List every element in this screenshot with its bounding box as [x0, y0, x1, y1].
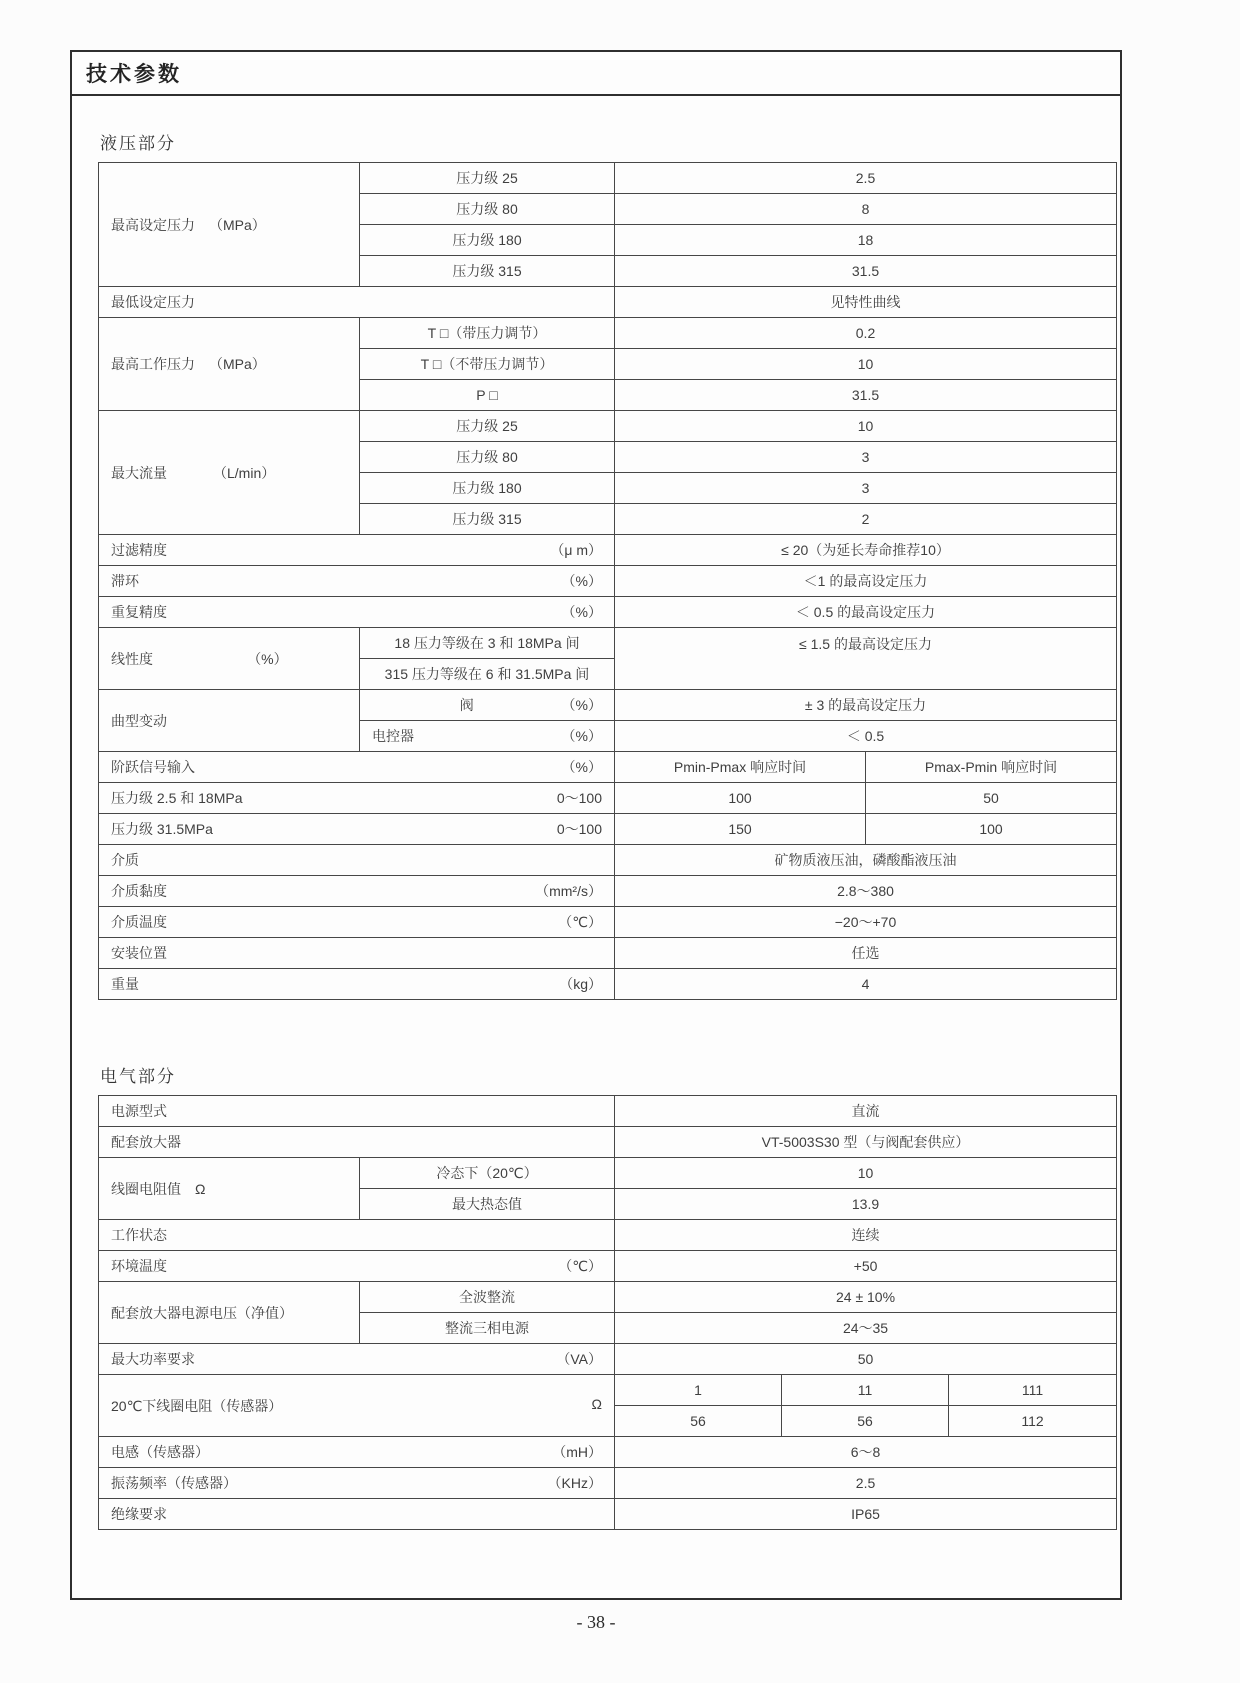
spec-value: 0.2	[615, 318, 1117, 349]
spec-value: 112	[949, 1406, 1117, 1437]
spec-value: 1	[615, 1375, 782, 1406]
table-row	[99, 1127, 1117, 1158]
medium-viscosity-label: 介质黏度 （mm²/s）	[99, 876, 615, 907]
power-type-label: 电源型式	[99, 1096, 615, 1127]
spec-range: 0～100	[556, 821, 602, 837]
spec-value: 8	[615, 194, 1117, 225]
spec-value: 10	[615, 411, 1117, 442]
spec-value: 24～35	[615, 1313, 1117, 1344]
spec-value: 56	[782, 1406, 949, 1437]
spec-value: 见特性曲线	[615, 287, 1117, 318]
spec-unit: （kg）	[559, 976, 602, 992]
filtration-accuracy-label: 过滤精度 （μ m）	[99, 535, 615, 566]
spec-value: −20～+70	[615, 907, 1117, 938]
spec-value: 100	[615, 783, 866, 814]
spec-value: 任选	[615, 938, 1117, 969]
max-set-pressure-label: 最高设定压力 （MPa）	[99, 163, 360, 287]
spec-unit: （mH）	[552, 1444, 602, 1460]
spec-sub-label: 压力级 315	[360, 504, 615, 535]
spec-value: 2	[615, 504, 1117, 535]
spec-sub-label: 压力级 180	[360, 225, 615, 256]
spec-value: 24 ± 10%	[615, 1282, 1117, 1313]
spec-value: 连续	[615, 1220, 1117, 1251]
table-row	[99, 876, 1117, 907]
max-power-label: 最大功率要求 （VA）	[99, 1344, 615, 1375]
response-time-header-b: Pmax-Pmin 响应时间	[866, 752, 1117, 783]
table-row	[99, 1499, 1117, 1530]
spec-unit: Ω	[195, 1180, 206, 1197]
spec-unit: （%）	[561, 728, 602, 744]
oscillation-frequency-label: 振荡频率（传感器） （KHz）	[99, 1468, 615, 1499]
table-row	[99, 752, 1117, 783]
spec-unit: Ω	[591, 1395, 602, 1412]
spec-value: 18	[615, 225, 1117, 256]
table-row	[99, 845, 1117, 876]
spec-sub-label: 最大热态值	[360, 1189, 615, 1220]
curve-variation-label: 曲型变动	[99, 690, 360, 752]
table-row	[99, 287, 1117, 318]
table-row	[99, 628, 1117, 659]
inductance-label: 电感（传感器） （mH）	[99, 1437, 615, 1468]
amplifier-supply-voltage-label: 配套放大器电源电压（净值）	[99, 1282, 360, 1344]
spec-value: 50	[615, 1344, 1117, 1375]
spec-value: 2.5	[615, 163, 1117, 194]
spec-value: 2.5	[615, 1468, 1117, 1499]
spec-sub-label: 315 压力等级在 6 和 31.5MPa 间	[360, 659, 615, 690]
spec-value: 31.5	[615, 380, 1117, 411]
spec-unit: （%）	[247, 650, 288, 667]
spec-value: ＜ 0.5 的最高设定压力	[615, 597, 1117, 628]
spec-value: +50	[615, 1251, 1117, 1282]
table-row	[99, 1220, 1117, 1251]
table-row	[99, 1468, 1117, 1499]
max-working-pressure-label: 最高工作压力 （MPa）	[99, 318, 360, 411]
table-row	[99, 969, 1117, 1000]
weight-label: 重量 （kg）	[99, 969, 615, 1000]
table-row	[99, 1158, 1117, 1189]
spec-value: 31.5	[615, 256, 1117, 287]
spec-value: 150	[615, 814, 866, 845]
table-row	[99, 1375, 1117, 1406]
spec-unit: （℃）	[558, 914, 602, 930]
spec-unit: （%）	[561, 573, 602, 589]
section-heading-hydraulic: 液压部分	[100, 134, 176, 153]
hydraulic-specs-table	[98, 162, 1117, 1000]
spec-value: 10	[615, 1158, 1117, 1189]
step-signal-label: 阶跃信号输入 （%）	[99, 752, 615, 783]
response-time-header-a: Pmin-Pmax 响应时间	[615, 752, 866, 783]
spec-value: IP65	[615, 1499, 1117, 1530]
section-heading-electrical: 电气部分	[100, 1067, 176, 1086]
spec-sub-label: 冷态下（20℃）	[360, 1158, 615, 1189]
table-row	[99, 411, 1117, 442]
coil-resistance-label: 线圈电阻值 Ω	[99, 1158, 360, 1220]
spec-value: ≤ 20（为延长寿命推荐10）	[615, 535, 1117, 566]
spec-unit: （%）	[561, 697, 602, 713]
spec-unit: （℃）	[558, 1258, 602, 1274]
medium-label: 介质	[99, 845, 615, 876]
electrical-specs-table	[98, 1095, 1117, 1530]
spec-sub-label: 压力级 80	[360, 194, 615, 225]
table-row	[99, 1437, 1117, 1468]
spec-unit: （L/min）	[213, 464, 276, 481]
spec-value: VT-5003S30 型（与阀配套供应）	[615, 1127, 1117, 1158]
spec-unit: （μ m）	[550, 542, 602, 558]
spec-sub-label: 整流三相电源	[360, 1313, 615, 1344]
spec-value: 100	[866, 814, 1117, 845]
spec-sub-label: T □（带压力调节）	[360, 318, 615, 349]
spec-value: 3	[615, 473, 1117, 504]
spec-unit: （MPa）	[209, 356, 266, 372]
spec-sub-label: 全波整流	[360, 1282, 615, 1313]
page-frame	[70, 50, 1122, 1600]
table-row	[99, 938, 1117, 969]
page-number: - 38 -	[576, 1612, 616, 1632]
table-row	[99, 163, 1117, 194]
spec-value: 10	[615, 349, 1117, 380]
spec-sub-label: P □	[360, 380, 615, 411]
table-row	[99, 1251, 1117, 1282]
insulation-label: 绝缘要求	[99, 1499, 615, 1530]
grade-31p5-label: 压力级 31.5MPa 0～100	[99, 814, 615, 845]
table-row	[99, 907, 1117, 938]
linearity-label: 线性度 （%）	[99, 628, 360, 690]
sensor-coil-resistance-label: 20℃下线圈电阻（传感器） Ω	[99, 1375, 615, 1437]
repeat-accuracy-label: 重复精度 （%）	[99, 597, 615, 628]
spec-value: 4	[615, 969, 1117, 1000]
spec-value: 3	[615, 442, 1117, 473]
max-flow-label: 最大流量 （L/min）	[99, 411, 360, 535]
spec-value: 11	[782, 1375, 949, 1406]
mounting-position-label: 安装位置	[99, 938, 615, 969]
spec-value: 111	[949, 1375, 1117, 1406]
spec-sub-label: 压力级 25	[360, 163, 615, 194]
table-row	[99, 597, 1117, 628]
spec-value: 56	[615, 1406, 782, 1437]
hysteresis-label: 滞环 （%）	[99, 566, 615, 597]
spec-value: 直流	[615, 1096, 1117, 1127]
table-row	[99, 1096, 1117, 1127]
spec-value: ≤ 1.5 的最高设定压力	[615, 628, 1117, 690]
spec-value: 2.8～380	[615, 876, 1117, 907]
spec-sub-label: 压力级 180	[360, 473, 615, 504]
ambient-temperature-label: 环境温度 （℃）	[99, 1251, 615, 1282]
page-content	[72, 96, 1120, 1530]
grade-2p5-18-label: 压力级 2.5 和 18MPa 0～100	[99, 783, 615, 814]
spec-range: 0～100	[556, 790, 602, 806]
spec-unit: （MPa）	[209, 216, 266, 233]
spec-unit: （KHz）	[547, 1475, 602, 1491]
spec-unit: （%）	[561, 604, 602, 620]
table-row	[99, 566, 1117, 597]
spec-value: ＜1 的最高设定压力	[615, 566, 1117, 597]
working-state-label: 工作状态	[99, 1220, 615, 1251]
table-row	[99, 1344, 1117, 1375]
table-row	[99, 814, 1117, 845]
table-row	[99, 535, 1117, 566]
spec-sub-label: T □（不带压力调节）	[360, 349, 615, 380]
spec-value: 6～8	[615, 1437, 1117, 1468]
spec-unit: （VA）	[556, 1351, 602, 1367]
page-title: 技术参数	[72, 52, 1120, 96]
spec-unit: （%）	[561, 759, 602, 775]
min-set-pressure-label: 最低设定压力	[99, 287, 615, 318]
spec-value: ＜ 0.5	[615, 721, 1117, 752]
spec-unit: （mm²/s）	[535, 883, 602, 899]
spec-value: 13.9	[615, 1189, 1117, 1220]
table-row	[99, 783, 1117, 814]
spec-sub-label: （%） 阀	[360, 690, 615, 721]
table-row	[99, 1282, 1117, 1313]
table-row	[99, 690, 1117, 721]
spec-sub-label: 压力级 315	[360, 256, 615, 287]
amplifier-label: 配套放大器	[99, 1127, 615, 1158]
spec-sub-label: 18 压力等级在 3 和 18MPa 间	[360, 628, 615, 659]
spec-sub-label: 压力级 80	[360, 442, 615, 473]
medium-temperature-label: 介质温度 （℃）	[99, 907, 615, 938]
spec-value: 50	[866, 783, 1117, 814]
spec-sub-label: 电控器 （%）	[360, 721, 615, 752]
spec-value: ± 3 的最高设定压力	[615, 690, 1117, 721]
spec-sub-label: 压力级 25	[360, 411, 615, 442]
table-row	[99, 318, 1117, 349]
spec-value: 矿物质液压油，磷酸酯液压油	[615, 845, 1117, 876]
